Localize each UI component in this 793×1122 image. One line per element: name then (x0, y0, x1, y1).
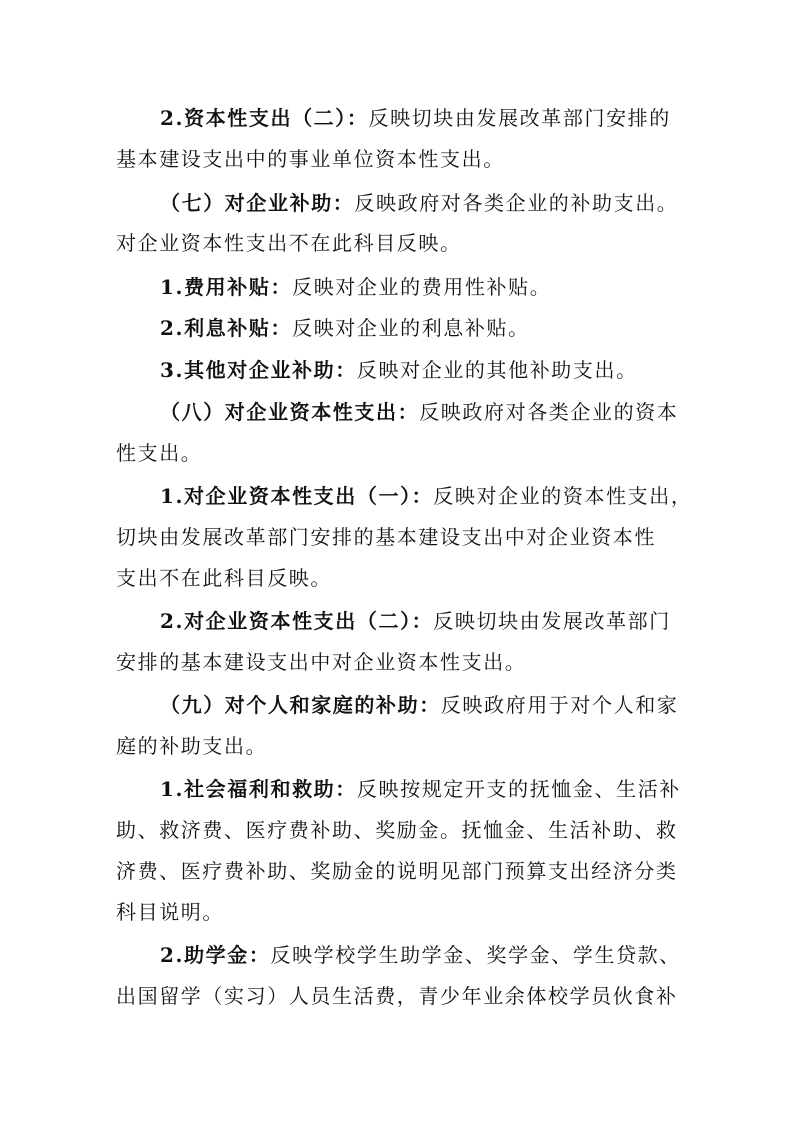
paragraph-text: 反映政府用于对个人和家 (440, 693, 679, 717)
paragraph-other-enterprise-subsidy (160, 356, 676, 384)
paragraph-student-aid-line-2: 出国留学（实习）人员生活费，青少年业余体校学员伙食补 (116, 984, 678, 1008)
paragraph-text: 反映政府对各类企业的补助支出。 (354, 191, 679, 215)
paragraph-heading: 2.助学金： (160, 943, 271, 967)
paragraph-heading: 2.资本性支出（二）： (160, 106, 369, 130)
section-heading-household-subsidy-line-1 (160, 691, 679, 719)
paragraph-text: 反映政府对各类企业的资本 (419, 400, 679, 424)
section-heading-enterprise-capital-line-2: 性支出。 (116, 441, 203, 465)
paragraph-heading: 1.对企业资本性支出（一）： (160, 484, 434, 508)
paragraph-text: 反映对企业的费用性补贴。 (292, 275, 552, 299)
section-heading-enterprise-subsidy-line-1 (160, 189, 679, 217)
paragraph-heading: 3.其他对企业补助： (160, 358, 357, 382)
section-heading: （八）对企业资本性支出： (160, 400, 420, 424)
paragraph-expense-subsidy (160, 273, 676, 301)
paragraph-enterprise-capital-1-line-3: 支出不在此科目反映。 (116, 566, 332, 590)
section-heading: （九）对个人和家庭的补助： (160, 693, 441, 717)
paragraph-social-welfare-line-2: 助、救济费、医疗费补助、奖励金。抚恤金、生活补助、救 (116, 818, 678, 842)
section-heading-enterprise-subsidy-line-2: 对企业资本性支出不在此科目反映。 (116, 231, 462, 255)
paragraph-heading: 1.社会福利和救助： (160, 777, 357, 801)
paragraph-social-welfare-line-1 (160, 775, 681, 803)
paragraph-heading: 2.对企业资本性支出（二）： (160, 609, 434, 633)
paragraph-enterprise-capital-1-line-1 (160, 482, 693, 510)
paragraph-student-aid-line-1 (160, 941, 681, 969)
paragraph-heading: 2.利息补贴： (160, 316, 293, 340)
paragraph-text: 反映切块由发展改革部门 (433, 609, 671, 633)
paragraph-capital-expenditure-2-line-1 (160, 104, 676, 132)
section-heading-enterprise-capital-line-1 (160, 398, 679, 426)
paragraph-interest-subsidy (160, 314, 676, 342)
paragraph-social-welfare-line-4: 科目说明。 (116, 900, 224, 924)
paragraph-capital-expenditure-2-line-2: 基本建设支出中的事业单位资本性支出。 (116, 147, 505, 171)
paragraph-text: 反映对企业的其他补助支出。 (356, 358, 638, 382)
paragraph-text: 反映对企业的资本性支出， (433, 484, 693, 508)
paragraph-text: 反映对企业的利息补贴。 (292, 316, 530, 340)
paragraph-text: 反映切块由发展改革部门安排的 (368, 106, 671, 130)
paragraph-enterprise-capital-1-line-2: 切块由发展改革部门安排的基本建设支出中对企业资本性 (116, 525, 656, 549)
paragraph-enterprise-capital-2-line-1 (160, 607, 676, 635)
paragraph-text: 反映按规定开支的抚恤金、生活补 (356, 777, 681, 801)
paragraph-text: 反映学校学生助学金、奖学金、学生贷款、 (270, 943, 681, 967)
paragraph-social-welfare-line-3: 济费、医疗费补助、奖励金的说明见部门预算支出经济分类 (116, 859, 678, 883)
paragraph-heading: 1.费用补贴： (160, 275, 293, 299)
paragraph-enterprise-capital-2-line-2: 安排的基本建设支出中对企业资本性支出。 (116, 650, 527, 674)
section-heading-household-subsidy-line-2: 庭的补助支出。 (116, 734, 268, 758)
section-heading: （七）对企业补助： (160, 191, 355, 215)
